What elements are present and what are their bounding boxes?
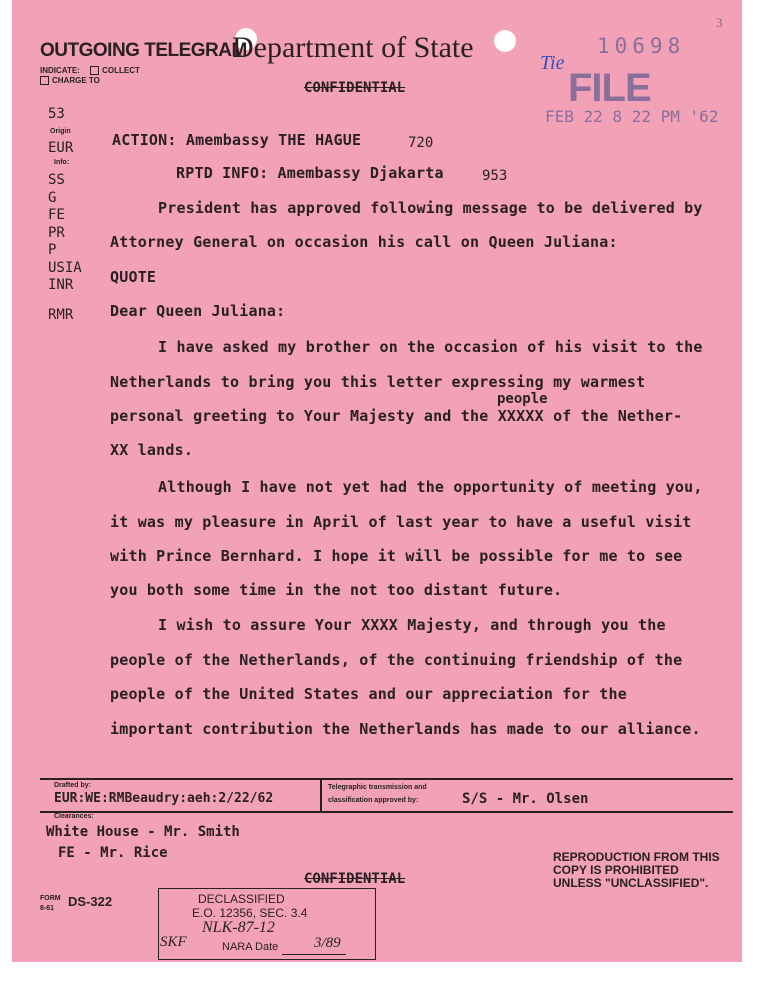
approval-label-2: classification approved by:: [328, 797, 419, 804]
body-line: people of the United States and our appreciation for the: [110, 685, 627, 703]
footer-rule-bottom: [40, 811, 733, 813]
drafted-by: EUR:WE:RMBeaudry:aeh:2/22/62: [54, 791, 274, 806]
action-line: ACTION: Amembassy THE HAGUE: [112, 131, 362, 149]
reproduction-line: REPRODUCTION FROM THIS: [553, 850, 720, 864]
handwritten-initials: Tie: [540, 52, 565, 74]
body-line: personal greeting to Your Majesty and the XXXXX of the Nether-: [110, 407, 683, 425]
clearance-fe: FE - Mr. Rice: [58, 845, 168, 861]
info-list: [48, 172, 82, 324]
collect-checkbox: [90, 66, 99, 75]
footer-rule-top: [40, 778, 733, 780]
date-stamp: FEB 22 8 22 PM '62: [545, 107, 719, 126]
insertion-word: people: [497, 391, 548, 407]
info-label: Info:: [54, 159, 70, 166]
clearance-white-house: White House - Mr. Smith: [46, 824, 240, 840]
reproduction-line: COPY IS PROHIBITED: [553, 863, 679, 877]
reproduction-line: UNLESS "UNCLASSIFIED".: [553, 876, 709, 890]
body-line: Although I have not yet had the opportunity of meeting you,: [158, 478, 703, 496]
declassified-title: DECLASSIFIED: [198, 892, 285, 906]
drafted-by-label: Drafted by:: [54, 782, 91, 789]
clearances-label: Clearances:: [54, 813, 94, 820]
action-number: 720: [408, 135, 434, 151]
info-item: [48, 295, 82, 307]
charge-checkbox: [40, 76, 49, 85]
department-name: Department of State: [232, 31, 474, 64]
reproduction-notice: [553, 851, 720, 890]
body-line: you both some time in the not too distant future.: [110, 581, 563, 599]
routing-number: 53: [48, 106, 65, 122]
rptd-number: 953: [482, 168, 508, 184]
classification-bottom: CONFIDENTIAL: [304, 871, 406, 887]
approval-label-1: Telegraphic transmission and: [328, 784, 427, 791]
classification-top: CONFIDENTIAL: [304, 80, 406, 96]
form-label: FORM: [40, 895, 61, 902]
indicate-label: INDICATE:: [40, 66, 80, 75]
body-line: I wish to assure Your XXXX Majesty, and through you the: [158, 616, 666, 634]
indicate-row: [40, 66, 140, 75]
body-line: important contribution the Netherlands has made to our alliance.: [110, 720, 701, 738]
info-item: USIA: [48, 259, 82, 276]
info-item: RMR: [48, 306, 74, 323]
origin-label: Origin: [50, 128, 71, 135]
telegram-number: 10698: [597, 34, 686, 58]
form-date: 8-61: [40, 905, 55, 912]
info-item: P: [48, 242, 57, 258]
declassified-authority: E.O. 12356, SEC. 3.4: [192, 906, 308, 920]
nara-date-label: NARA Date: [222, 941, 279, 953]
body-line: Dear Queen Juliana:: [110, 302, 286, 320]
nara-date: 3/89: [314, 935, 341, 951]
info-item: FE: [48, 207, 65, 223]
rptd-info-line: RPTD INFO: Amembassy Djakarta: [176, 164, 444, 182]
form-title: OUTGOING TELEGRAM: [40, 40, 247, 61]
declassified-by-initials: SKF: [160, 934, 187, 950]
punch-hole-right: [494, 30, 516, 52]
info-item: INR: [48, 277, 74, 293]
page-mark: 3: [716, 15, 723, 30]
info-item: G: [48, 189, 57, 206]
body-line: people of the Netherlands, of the continuing friendship of the: [110, 651, 683, 669]
form-number: DS-322: [68, 894, 113, 909]
body-line: QUOTE: [110, 268, 157, 286]
body-line: Netherlands to bring you this letter expressing my warmest: [110, 373, 646, 391]
file-stamp: FILE: [568, 66, 651, 110]
body-line: with Prince Bernhard. I hope it will be possible for me to see: [110, 547, 683, 565]
body-line: XX lands.: [110, 441, 194, 459]
origin-value: EUR: [48, 140, 74, 156]
body-line: it was my pleasure in April of last year to have a useful visit: [110, 513, 692, 531]
declassified-case-number: NLK-87-12: [202, 919, 275, 936]
body-line: Attorney General on occasion his call on Queen Juliana:: [110, 233, 618, 251]
collect-label: COLLECT: [102, 66, 140, 75]
charge-row: [40, 76, 100, 85]
body-line: I have asked my brother on the occasion of his visit to the: [158, 338, 703, 356]
approved-by: S/S - Mr. Olsen: [462, 791, 589, 807]
footer-divider: [320, 778, 322, 811]
info-item: SS: [48, 172, 65, 188]
body-line: President has approved following message to be delivered by: [158, 199, 703, 217]
charge-to-label: CHARGE TO: [52, 76, 100, 85]
info-item: PR: [48, 224, 65, 241]
nara-date-underline: [282, 954, 346, 955]
